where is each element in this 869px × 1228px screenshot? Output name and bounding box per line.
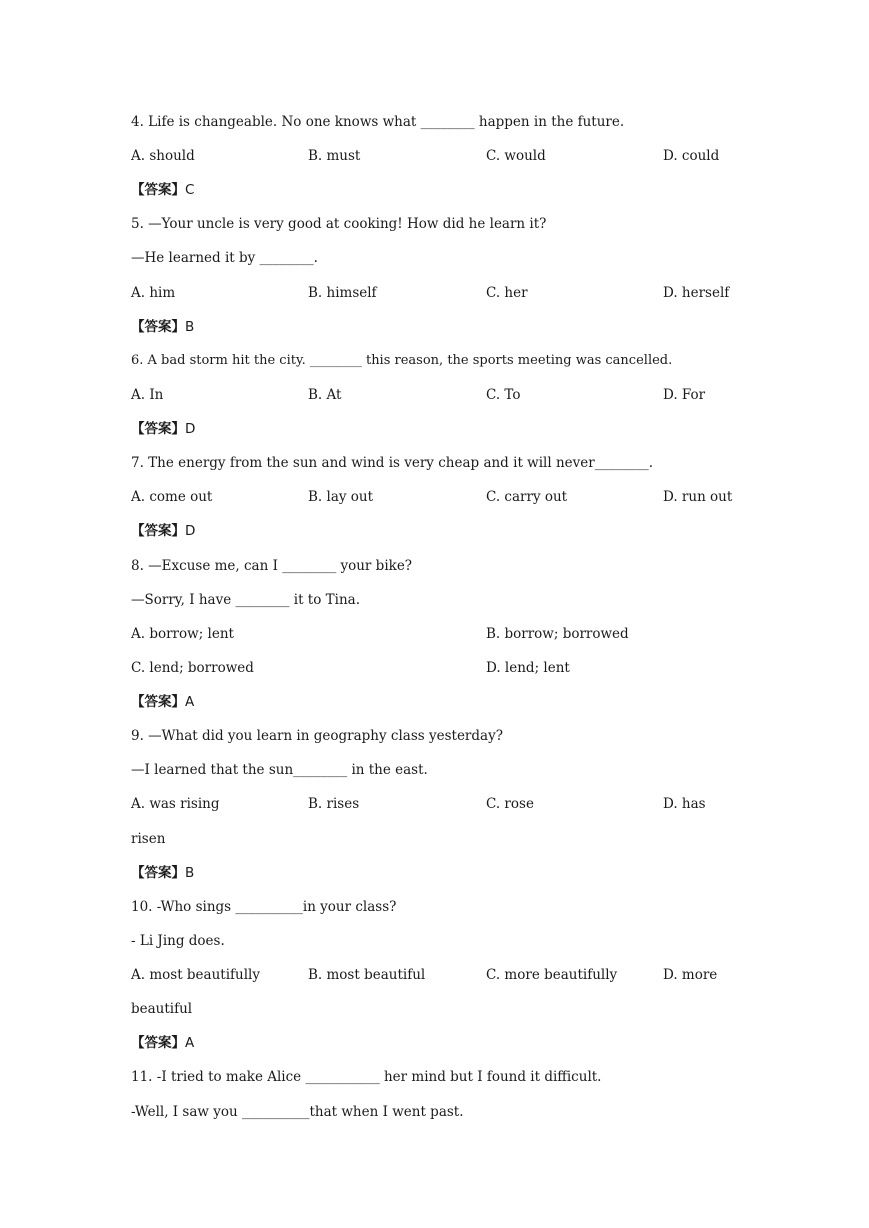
question-6-answer [131, 420, 195, 438]
question-5-option-c: C. her [486, 285, 528, 301]
question-10-option-d-continued: beautiful [131, 1001, 193, 1017]
question-10-option-a: A. most beautifully [131, 967, 260, 983]
question-4-answer [131, 181, 194, 199]
question-5-answer [131, 318, 194, 336]
answer-label: 【答案】 [131, 865, 185, 881]
question-9-option-a: A. was rising [131, 796, 220, 812]
question-10-option-d: D. more [663, 967, 718, 983]
question-4-stem: 4. Life is changeable. No one knows what ________ happen in the future. [131, 114, 625, 130]
question-8-stem: 8. —Excuse me, can I ________ your bike? [131, 558, 413, 574]
question-6-option-b: B. At [308, 387, 342, 403]
question-10-option-b: B. most beautiful [308, 967, 426, 983]
question-8-option-c: C. lend; borrowed [131, 660, 254, 676]
question-9-option-b: B. rises [308, 796, 360, 812]
question-7-stem: 7. The energy from the sun and wind is very cheap and it will never________. [131, 455, 653, 471]
question-4-option-c: C. would [486, 148, 546, 164]
question-8-answer [131, 693, 194, 711]
answer-label: 【答案】 [131, 694, 185, 710]
answer-value: C [185, 182, 195, 198]
answer-label: 【答案】 [131, 1035, 185, 1051]
question-9-option-d: D. has [663, 796, 706, 812]
question-7-answer [131, 522, 195, 540]
question-6-option-c: C. To [486, 387, 521, 403]
answer-value: B [185, 319, 195, 335]
question-8-option-a: A. borrow; lent [131, 626, 234, 642]
question-7-option-a: A. come out [131, 489, 213, 505]
question-5-stem: 5. —Your uncle is very good at cooking! How did he learn it? [131, 216, 547, 232]
question-4-option-a: A. should [131, 148, 195, 164]
answer-value: B [185, 865, 195, 881]
question-7-option-b: B. lay out [308, 489, 374, 505]
question-10-answer [131, 1034, 194, 1052]
question-7-option-d: D. run out [663, 489, 733, 505]
question-5-option-d: D. herself [663, 285, 730, 301]
answer-label: 【答案】 [131, 182, 185, 198]
question-4-option-d: D. could [663, 148, 720, 164]
question-9-answer [131, 864, 194, 882]
answer-label: 【答案】 [131, 421, 185, 437]
question-8-option-b: B. borrow; borrowed [486, 626, 629, 642]
answer-label: 【答案】 [131, 523, 185, 539]
question-9-option-d-continued: risen [131, 831, 166, 847]
answer-value: D [185, 421, 196, 437]
answer-value: D [185, 523, 196, 539]
question-4-option-b: B. must [308, 148, 361, 164]
question-7-option-c: C. carry out [486, 489, 568, 505]
answer-value: A [185, 694, 195, 710]
question-9-stem: 9. —What did you learn in geography class yesterday? [131, 728, 503, 744]
question-9-line2: —I learned that the sun________ in the east. [131, 762, 428, 778]
question-9-option-c: C. rose [486, 796, 534, 812]
answer-label: 【答案】 [131, 319, 185, 335]
question-6-option-a: A. In [131, 387, 164, 403]
question-5-option-a: A. him [131, 285, 176, 301]
question-10-option-c: C. more beautifully [486, 967, 618, 983]
question-6-option-d: D. For [663, 387, 706, 403]
question-11-line2: -Well, I saw you __________that when I went past. [131, 1104, 464, 1120]
question-11-stem: 11. -I tried to make Alice ___________ her mind but I found it difficult. [131, 1069, 602, 1085]
question-8-option-d: D. lend; lent [486, 660, 570, 676]
question-5-option-b: B. himself [308, 285, 377, 301]
question-6-stem: 6. A bad storm hit the city. ________ this reason, the sports meeting was cancelled. [131, 353, 673, 368]
question-5-line2: —He learned it by ________. [131, 250, 318, 266]
answer-value: A [185, 1035, 195, 1051]
question-10-line2: - Li Jing does. [131, 933, 225, 949]
question-8-line2: —Sorry, I have ________ it to Tina. [131, 592, 360, 608]
question-10-stem: 10. -Who sings __________in your class? [131, 899, 397, 915]
